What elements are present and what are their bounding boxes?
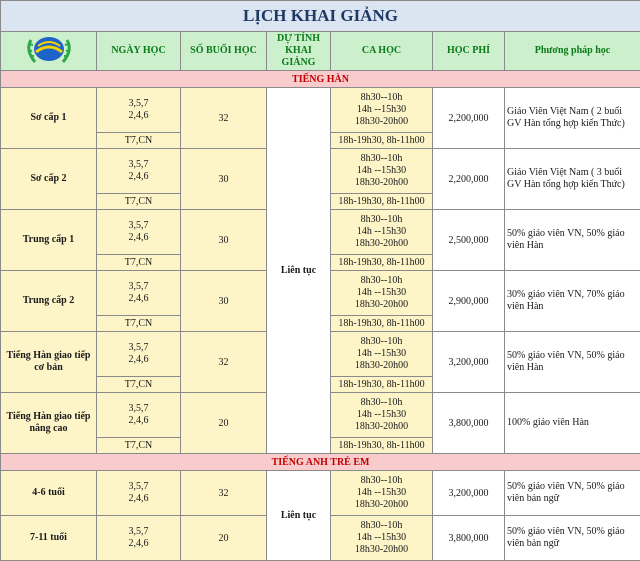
course-times: 8h30--10h 14h --15h30 18h30-20h00 — [331, 471, 433, 516]
course-weekend: T7,CN — [97, 377, 181, 393]
course-sessions: 30 — [181, 210, 267, 271]
course-method: 50% giáo viên VN, 50% giáo viên Hàn — [505, 332, 640, 393]
header-row — [1, 32, 640, 71]
course-name: Tiếng Hàn giao tiếp nâng cao — [1, 393, 97, 454]
course-sessions: 30 — [181, 271, 267, 332]
course-sessions: 32 — [181, 332, 267, 393]
course-weekend-time: 18h-19h30, 8h-11h00 — [331, 255, 433, 271]
page-title: LỊCH KHAI GIẢNG — [1, 1, 640, 32]
course-times: 8h30--10h 14h --15h30 18h30-20h00 — [331, 149, 433, 194]
course-fee: 3,800,000 — [433, 516, 505, 561]
course-sessions: 30 — [181, 149, 267, 210]
course-times: 8h30--10h 14h --15h30 18h30-20h00 — [331, 88, 433, 133]
header-hoc-phi: HỌC PHÍ — [433, 32, 505, 71]
header-ngay-hoc: NGÀY HỌC — [97, 32, 181, 71]
course-fee: 2,200,000 — [433, 149, 505, 210]
section-row — [1, 454, 640, 471]
course-weekend: T7,CN — [97, 133, 181, 149]
course-weekend: T7,CN — [97, 316, 181, 332]
course-name: Sơ cấp 1 — [1, 88, 97, 149]
section-title: TIẾNG HÀN — [1, 71, 640, 88]
course-fee: 2,200,000 — [433, 88, 505, 149]
start-date: Liên tục — [267, 88, 331, 454]
course-weekend: T7,CN — [97, 255, 181, 271]
course-weekend-time: 18h-19h30, 8h-11h00 — [331, 194, 433, 210]
course-method: 50% giáo viên VN, 50% giáo viên bản ngữ — [505, 471, 640, 516]
course-days: 3,5,7 2,4,6 — [97, 471, 181, 516]
course-method: 50% giáo viên VN, 50% giáo viên bản ngữ — [505, 516, 640, 561]
course-times: 8h30--10h 14h --15h30 18h30-20h00 — [331, 332, 433, 377]
section-row — [1, 71, 640, 88]
course-sessions: 32 — [181, 471, 267, 516]
course-name: 7-11 tuổi — [1, 516, 97, 561]
course-sessions: 32 — [181, 88, 267, 149]
table-row — [1, 471, 640, 516]
course-name: 4-6 tuổi — [1, 471, 97, 516]
course-days: 3,5,7 2,4,6 — [97, 271, 181, 316]
course-times: 8h30--10h 14h --15h30 18h30-20h00 — [331, 210, 433, 255]
course-name: Trung cấp 2 — [1, 271, 97, 332]
course-sessions: 20 — [181, 516, 267, 561]
course-weekend-time: 18h-19h30, 8h-11h00 — [331, 377, 433, 393]
header-du-tinh: DỰ TÍNH KHAI GIẢNG — [267, 32, 331, 71]
course-days: 3,5,7 2,4,6 — [97, 88, 181, 133]
course-method: Giáo Viên Việt Nam ( 3 buổi GV Hàn tổng hợp kiến Thức) — [505, 149, 640, 210]
start-date: Liên tục — [267, 471, 331, 561]
title-row — [1, 1, 640, 32]
course-weekend: T7,CN — [97, 194, 181, 210]
course-times: 8h30--10h 14h --15h30 18h30-20h00 — [331, 393, 433, 438]
course-method: 100% giáo viên Hàn — [505, 393, 640, 454]
course-fee: 3,200,000 — [433, 471, 505, 516]
course-name: Tiếng Hàn giao tiếp cơ bản — [1, 332, 97, 393]
course-days: 3,5,7 2,4,6 — [97, 210, 181, 255]
course-weekend-time: 18h-19h30, 8h-11h00 — [331, 316, 433, 332]
un-wreath-emblem-icon — [9, 32, 89, 66]
course-times: 8h30--10h 14h --15h30 18h30-20h00 — [331, 516, 433, 561]
course-method: Giáo Viên Việt Nam ( 2 buổi GV Hàn tổng hợp kiến Thức) — [505, 88, 640, 149]
course-fee: 2,900,000 — [433, 271, 505, 332]
course-days: 3,5,7 2,4,6 — [97, 332, 181, 377]
course-name: Sơ cấp 2 — [1, 149, 97, 210]
course-fee: 2,500,000 — [433, 210, 505, 271]
header-ca-hoc: CA HỌC — [331, 32, 433, 71]
course-sessions: 20 — [181, 393, 267, 454]
course-days: 3,5,7 2,4,6 — [97, 516, 181, 561]
course-method: 50% giáo viên VN, 50% giáo viên Hàn — [505, 210, 640, 271]
course-fee: 3,800,000 — [433, 393, 505, 454]
course-fee: 3,200,000 — [433, 332, 505, 393]
table-row — [1, 88, 640, 133]
course-days: 3,5,7 2,4,6 — [97, 149, 181, 194]
course-weekend-time: 18h-19h30, 8h-11h00 — [331, 438, 433, 454]
course-method: 30% giáo viên VN, 70% giáo viên Hàn — [505, 271, 640, 332]
course-name: Trung cấp 1 — [1, 210, 97, 271]
header-phuong-phap: Phương pháp học — [505, 32, 640, 71]
header-so-buoi: SỐ BUỔI HỌC — [181, 32, 267, 71]
course-weekend: T7,CN — [97, 438, 181, 454]
course-times: 8h30--10h 14h --15h30 18h30-20h00 — [331, 271, 433, 316]
course-weekend-time: 18h-19h30, 8h-11h00 — [331, 133, 433, 149]
course-days: 3,5,7 2,4,6 — [97, 393, 181, 438]
section-title: TIẾNG ANH TRẺ EM — [1, 454, 640, 471]
logo — [1, 32, 97, 71]
